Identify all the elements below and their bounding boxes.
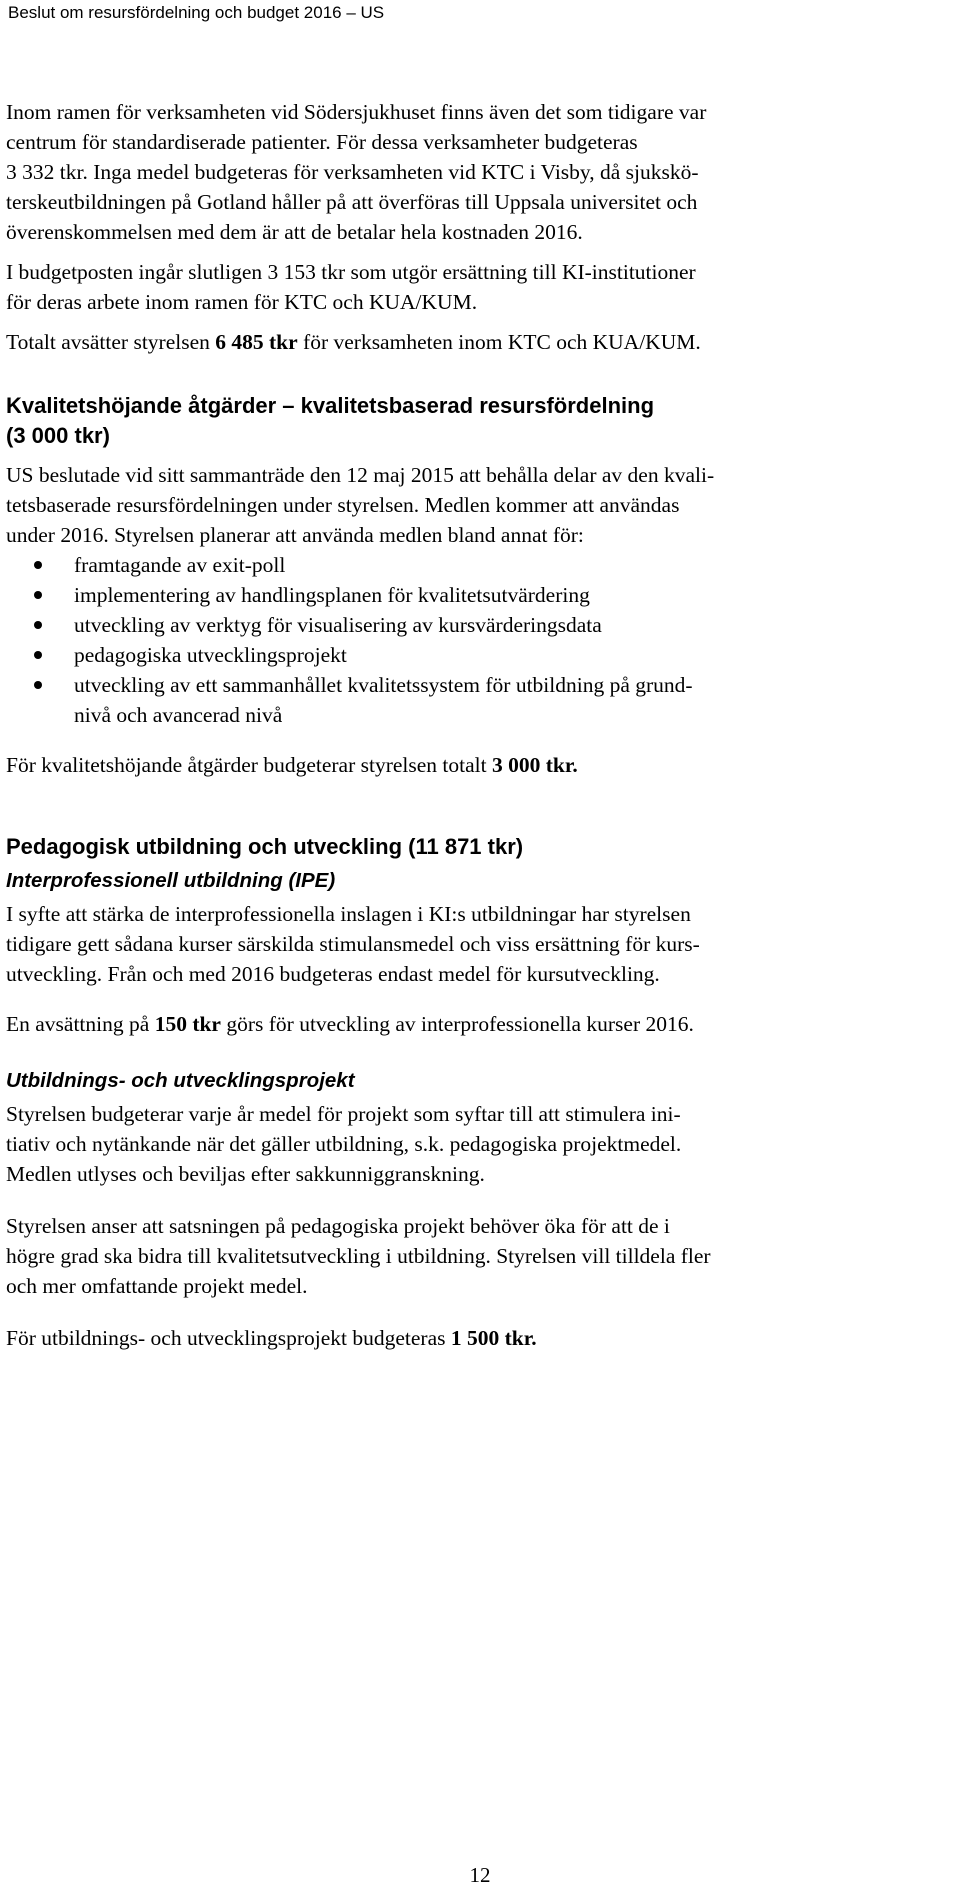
paragraph-sodersjukhuset <box>6 97 951 247</box>
paragraph-ipe <box>6 899 951 989</box>
heading-line: (3 000 tkr) <box>6 423 110 448</box>
text-run: För utbildnings- och utvecklingsprojekt budgeteras <box>6 1326 451 1350</box>
text-line: och mer omfattande projekt medel. <box>6 1274 308 1298</box>
amount-bold: 150 tkr <box>154 1012 221 1036</box>
page-number: 12 <box>469 1863 491 1887</box>
text-line: I syfte att stärka de interprofessionella inslagen i KI:s utbildningar har styrelsen <box>6 902 691 926</box>
text-line: under 2016. Styrelsen planerar att använda medlen bland annat för: <box>6 523 584 547</box>
amount-bold: 1 500 tkr. <box>450 1326 537 1350</box>
text-line: Styrelsen budgeterar varje år medel för projekt som syftar till att stimulera ini- <box>6 1102 681 1126</box>
text-run: För kvalitetshöjande åtgärder budgeterar styrelsen totalt <box>6 753 492 777</box>
text-line: för deras arbete inom ramen för KTC och KUA/KUM. <box>6 290 478 314</box>
paragraph-projekt-budget <box>6 1323 951 1353</box>
list-item-text: implementering av handlingsplanen för kvalitetsutvärdering <box>74 583 590 607</box>
text-run: Totalt avsätter styrelsen <box>6 330 216 354</box>
subheading-utbildningsprojekt: Utbildnings- och utvecklingsprojekt <box>6 1069 355 1092</box>
bullet-icon <box>34 681 42 689</box>
paragraph-total-ktc <box>6 327 951 357</box>
text-line: utveckling. Från och med 2016 budgeteras endast medel för kursutveckling. <box>6 962 660 986</box>
list-item <box>6 610 951 640</box>
text-line: Medlen utlyses och beviljas efter sakkunniggranskning. <box>6 1162 485 1186</box>
list-item-text: pedagogiska utvecklingsprojekt <box>74 643 347 667</box>
text-run: görs för utveckling av interprofessionella kurser 2016. <box>220 1012 694 1036</box>
text-run: En avsättning på <box>6 1012 155 1036</box>
paragraph-kvalitet-total <box>6 750 951 780</box>
bullet-icon <box>34 561 42 569</box>
bullet-icon <box>34 621 42 629</box>
running-header: Beslut om resursfördelning och budget 2016 – US <box>8 3 385 22</box>
text-line: Inom ramen för verksamheten vid Södersjukhuset finns även det som tidigare var <box>6 100 707 124</box>
heading-line: Kvalitetshöjande åtgärder – kvalitetsbaserad resursfördelning <box>6 393 655 418</box>
list-item-text: utveckling av verktyg för visualisering av kursvärderingsdata <box>74 613 602 637</box>
text-line: Styrelsen anser att satsningen på pedagogiska projekt behöver öka för att de i <box>6 1214 670 1238</box>
list-item <box>6 580 951 610</box>
amount-bold: 3 000 tkr. <box>491 753 578 777</box>
paragraph-projektmedel <box>6 1099 951 1189</box>
bullet-icon <box>34 651 42 659</box>
list-item-text: nivå och avancerad nivå <box>74 703 283 727</box>
heading-kvalitetshojande <box>6 391 951 451</box>
text-line: tiativ och nytänkande när det gäller utbildning, s.k. pedagogiska projektmedel. <box>6 1132 682 1156</box>
list-item-text: utveckling av ett sammanhållet kvalitetssystem för utbildning på grund- <box>74 673 693 697</box>
text-line: US beslutade vid sitt sammanträde den 12 maj 2015 att behålla delar av den kvali- <box>6 463 715 487</box>
paragraph-ipe-avsattning <box>6 1009 951 1039</box>
list-item <box>6 670 951 730</box>
subheading-ipe: Interprofessionell utbildning (IPE) <box>6 869 336 892</box>
text-line: terskeutbildningen på Gotland håller på att överföras till Uppsala universitet och <box>6 190 698 214</box>
paragraph-ki-institutioner <box>6 257 951 317</box>
text-run: för verksamheten inom KTC och KUA/KUM. <box>297 330 701 354</box>
text-line: 3 332 tkr. Inga medel budgeteras för verksamheten vid KTC i Visby, då sjukskö- <box>6 160 699 184</box>
amount-bold: 6 485 tkr <box>215 330 298 354</box>
text-line: I budgetposten ingår slutligen 3 153 tkr som utgör ersättning till KI-institutioner <box>6 260 696 284</box>
list-item <box>6 640 951 670</box>
text-line: tetsbaserade resursfördelningen under styrelsen. Medlen kommer att användas <box>6 493 680 517</box>
paragraph-satsning <box>6 1211 951 1301</box>
text-line: tidigare gett sådana kurser särskilda stimulansmedel och viss ersättning för kurs- <box>6 932 700 956</box>
heading-pedagogisk-utbildning: Pedagogisk utbildning och utveckling (11 871 tkr) <box>6 834 524 859</box>
list-item <box>6 550 951 580</box>
list-item-text: framtagande av exit-poll <box>74 553 286 577</box>
paragraph-kvalitet-beslut <box>6 460 951 550</box>
text-line: centrum för standardiserade patienter. För dessa verksamheter budgeteras <box>6 130 638 154</box>
bullet-icon <box>34 591 42 599</box>
bullet-list <box>6 550 951 730</box>
page-body <box>6 97 951 1353</box>
text-line: högre grad ska bidra till kvalitetsutveckling i utbildning. Styrelsen vill tilldela fler <box>6 1244 711 1268</box>
text-line: överenskommelsen med dem är att de betalar hela kostnaden 2016. <box>6 220 583 244</box>
